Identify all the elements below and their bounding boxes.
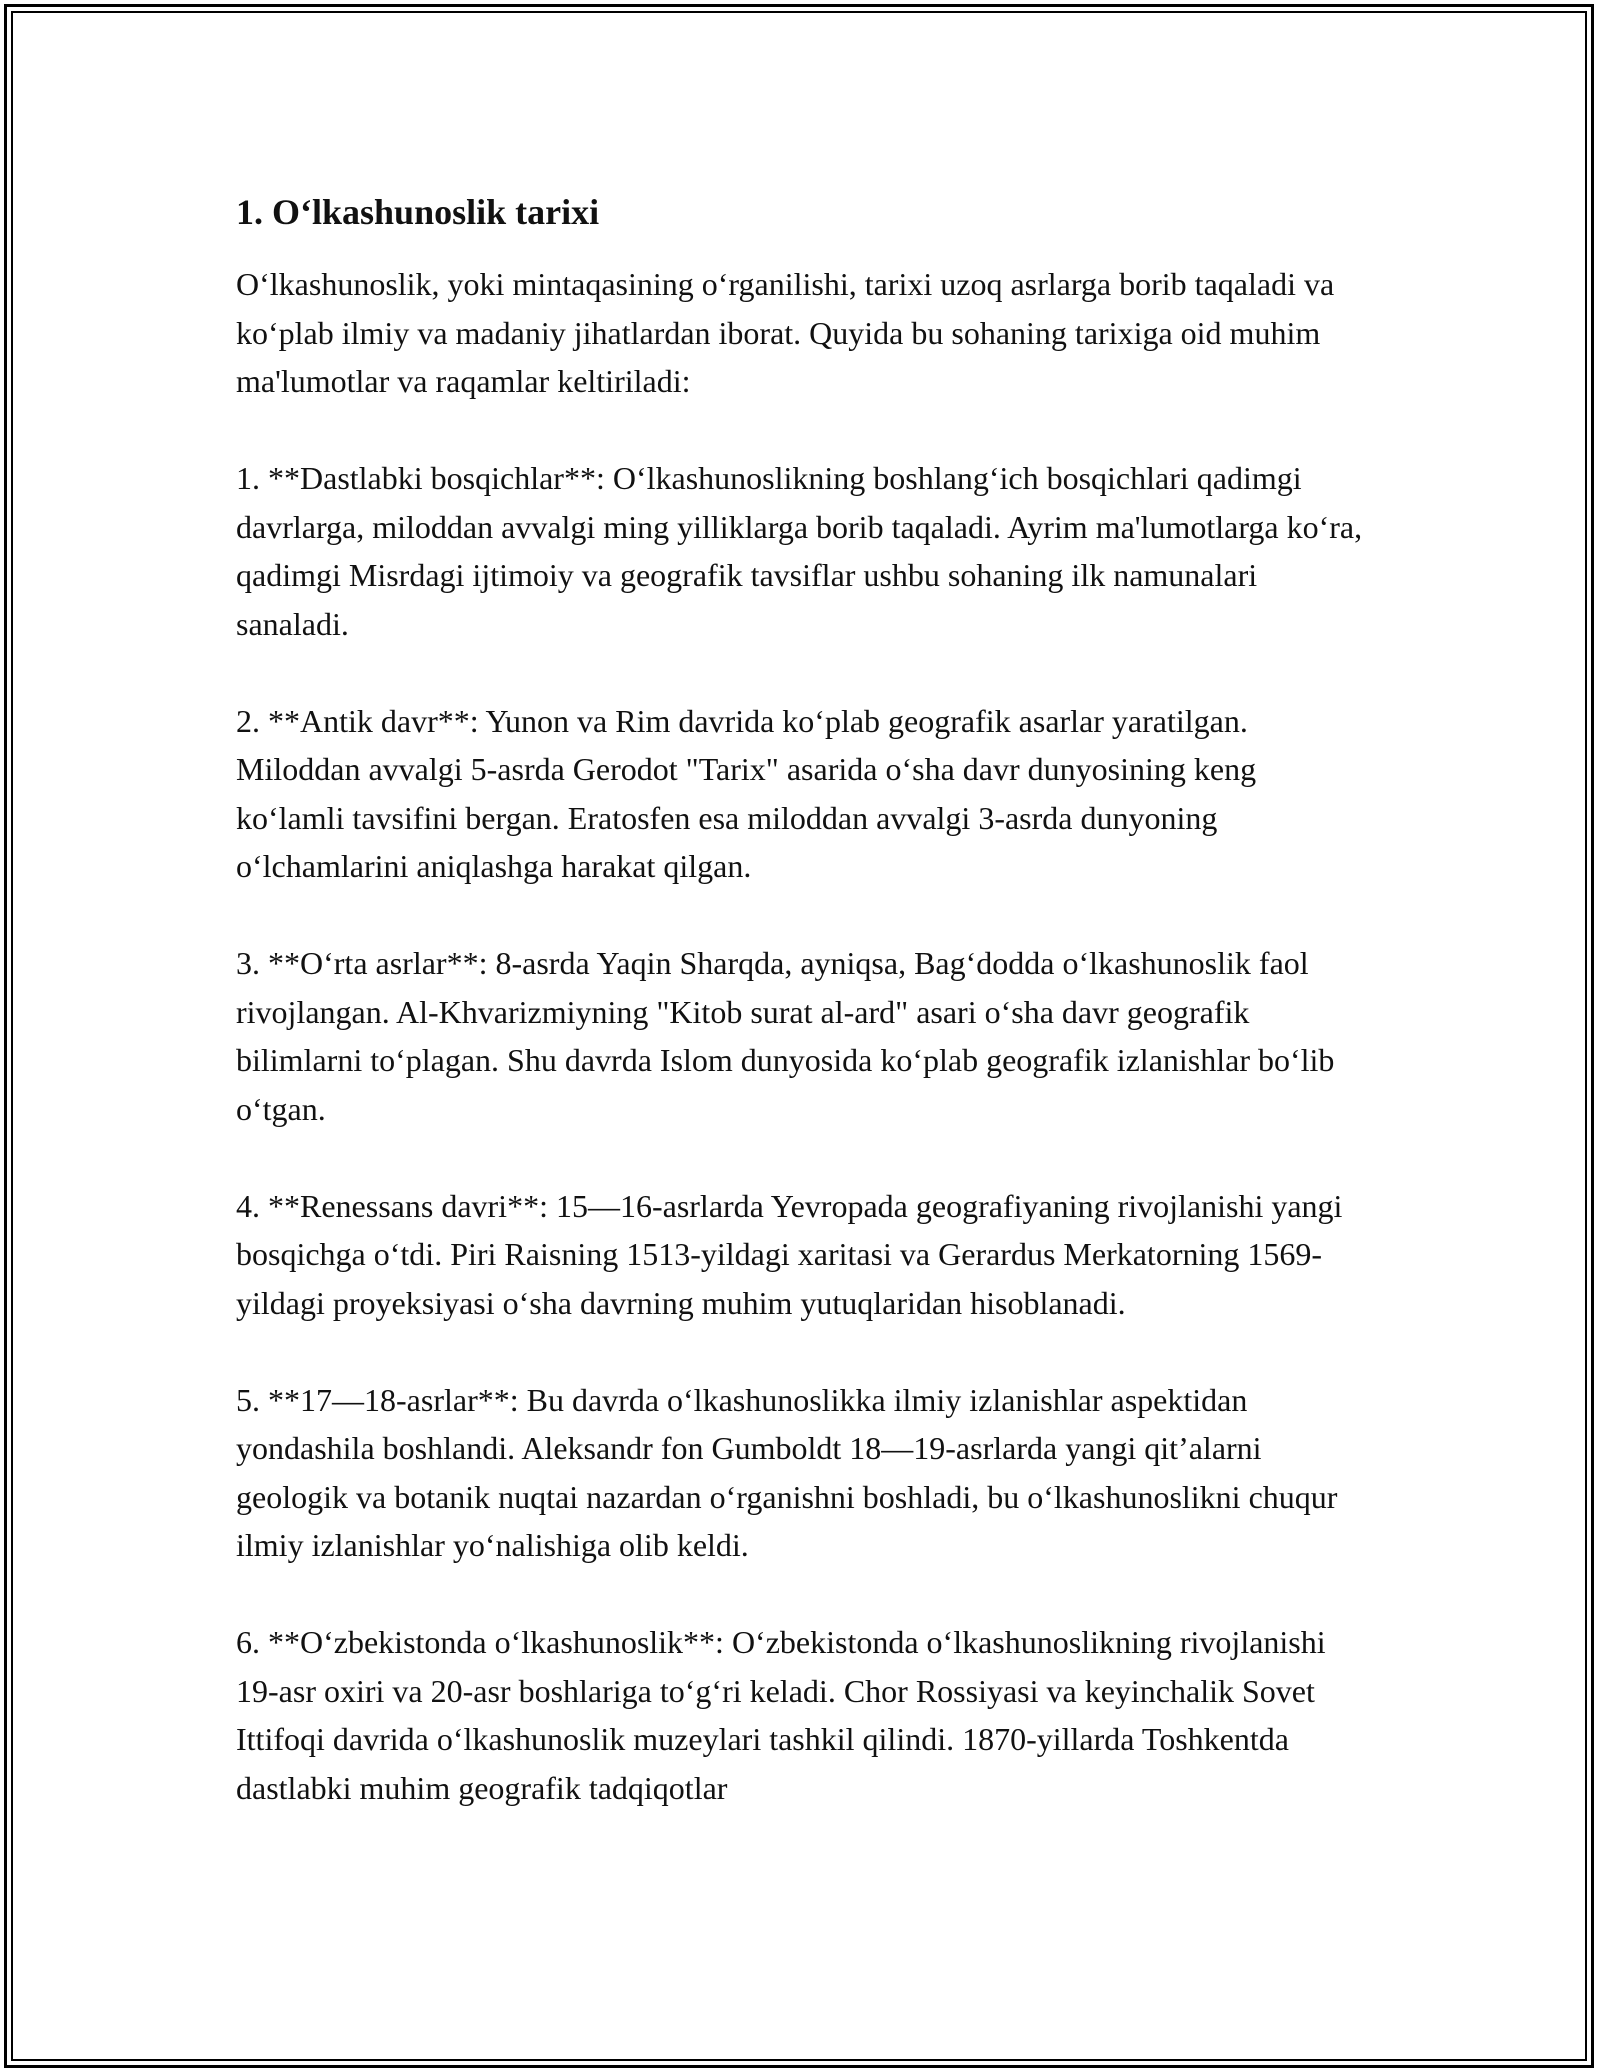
section-heading: 1. O‘lkashunoslik tarixi bbox=[236, 192, 600, 232]
document-body bbox=[236, 188, 1364, 1812]
intro-paragraph: O‘lkashunoslik, yoki mintaqasining o‘rganilishi, tarixi uzoq asrlarga borib taqaladi va ko‘plab ilmiy va madaniy jihatlardan iborat. Quyida bu sohaning tarixiga oid muhim ma'lumotlar va raqamlar keltiriladi: bbox=[236, 266, 1335, 399]
paragraph-early-stages: 1. **Dastlabki bosqichlar**: O‘lkashunoslikning boshlang‘ich bosqichlari qadimgi davrlarga, miloddan avvalgi ming yilliklarga borib taqaladi. Ayrim ma'lumotlarga ko‘ra, qadimgi Misrdagi ijtimoiy va geografik tavsiflar ushbu sohaning ilk namunalari sanaladi. bbox=[236, 460, 1363, 642]
paragraph-antiquity: 2. **Antik davr**: Yunon va Rim davrida ko‘plab geografik asarlar yaratilgan. Miloddan avvalgi 5-asrda Gerodot "Tarix" asarida o‘sha davr dunyosining keng ko‘lamli tavsifini bergan. Eratosfen esa miloddan avvalgi 3-asrda dunyoning o‘lchamlarini aniqlashga harakat qilgan. bbox=[236, 702, 1257, 884]
paragraph-17-18-centuries: 5. **17—18-asrlar**: Bu davrda o‘lkashunoslikka ilmiy izlanishlar aspektidan yondashila boshlandi. Aleksandr fon Gumboldt 18—19-asrlarda yangi qit’alarni geologik va botanik nuqtai nazardan o‘rganishni boshladi, bu o‘lkashunoslikni chuqur ilmiy izlanishlar yo‘nalishiga olib keldi. bbox=[236, 1381, 1338, 1563]
paragraph-renaissance: 4. **Renessans davri**: 15—16-asrlarda Yevropada geografiyaning rivojlanishi yangi bosqichga o‘tdi. Piri Raisning 1513-yildagi xaritasi va Gerardus Merkatorning 1569-yildagi proyeksiyasi o‘sha davrning muhim yutuqlaridan hisoblanadi. bbox=[236, 1187, 1343, 1321]
paragraph-middle-ages: 3. **O‘rta asrlar**: 8-asrda Yaqin Sharqda, ayniqsa, Bag‘dodda o‘lkashunoslik faol rivojlangan. Al-Khvarizmiyning "Kitob surat al-ard" asari o‘sha davr geografik bilimlarni to‘plagan. Shu davrda Islom dunyosida ko‘plab geografik izlanishlar bo‘lib o‘tgan. bbox=[236, 945, 1335, 1127]
paragraph-uzbekistan: 6. **O‘zbekistonda o‘lkashunoslik**: O‘zbekistonda o‘lkashunoslikning rivojlanishi 19-asr oxiri va 20-asr boshlariga to‘g‘ri keladi. Chor Rossiyasi va keyinchalik Sovet Ittifoqi davrida o‘lkashunoslik muzeylari tashkil qilindi. 1870-yillarda Toshkentda dastlabki muhim geografik tadqiqotlar bbox=[236, 1624, 1326, 1806]
